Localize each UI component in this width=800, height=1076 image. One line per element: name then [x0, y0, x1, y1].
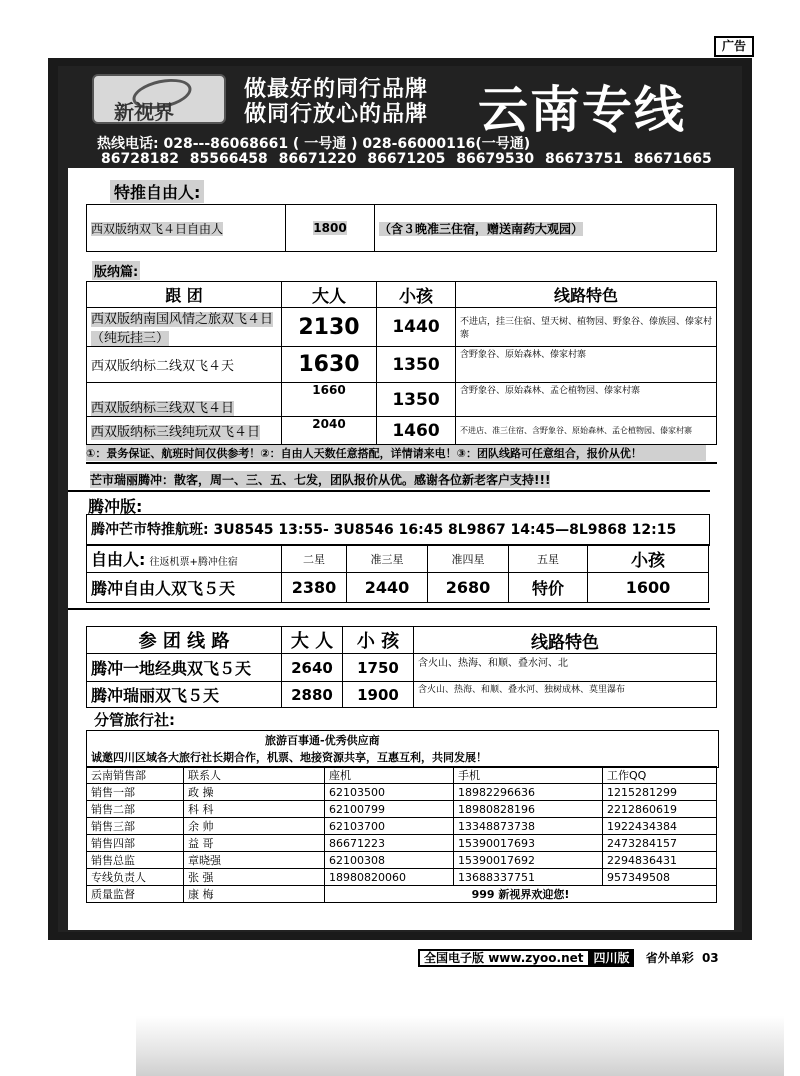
- child-price: 1350: [377, 383, 456, 417]
- route-feature: 含野象谷、原始森林、傣家村寨: [456, 347, 717, 383]
- slogan-1: 做最好的同行品牌: [244, 77, 429, 102]
- agency-heading: 分管旅行社:: [94, 711, 175, 729]
- agency-line-2: 诚邀四川区域各大旅行社长期合作，机票、地接资源共享，互惠互利，共同发展！: [91, 751, 487, 764]
- landline: 18980820060: [325, 869, 454, 886]
- mobile: 13348873738: [454, 818, 603, 835]
- bn-note: ①：景务保证、航班时间仅供参考！②：自由人天数任意搭配，详情请来电！③：团队线路可任意组合，报价从优！: [86, 445, 706, 461]
- tc-free-name: 腾冲自由人双飞５天: [87, 573, 282, 603]
- dept: 销售二部: [87, 801, 184, 818]
- table-header-row: [87, 627, 717, 654]
- table-row: [87, 852, 717, 869]
- route-feature: 含野象谷、原始森林、孟仑植物园、傣家村寨: [456, 383, 717, 417]
- adult-price: 2040: [282, 417, 377, 445]
- adult-price: 2880: [282, 682, 343, 708]
- route-name: 西双版纳标三线双飞４日: [87, 383, 282, 417]
- tc-price-3: 2680: [428, 573, 509, 603]
- agency-line-1: 旅游百事通-优秀供应商: [265, 734, 380, 747]
- adult-price: 1660: [282, 383, 377, 417]
- adult-price: 1630: [282, 347, 377, 383]
- tc-price-2: 2440: [347, 573, 428, 603]
- footer: [418, 949, 719, 967]
- slogan-2: 做同行放心的品牌: [244, 102, 429, 127]
- route-feature: 含火山、热海、和顺、叠水河、独树成林、莫里瀑布: [414, 682, 717, 708]
- dept: 销售三部: [87, 818, 184, 835]
- footer-section: 省外单彩: [645, 951, 694, 965]
- contact: 余 帅: [184, 818, 325, 835]
- route-feature: 不进店，挂三住宿、望天树、植物园、野象谷、傣族园、傣家村寨: [456, 308, 717, 347]
- free-desc: （含３晚准三住宿，赠送南药大观园）: [375, 205, 717, 252]
- col-landline: 座机: [325, 767, 454, 784]
- route-feature: 不进店、准三住宿、含野象谷、原始森林、孟仑植物园、傣家村寨: [456, 417, 717, 445]
- tc-col-adult: 大 人: [282, 627, 343, 654]
- mangshi-note: 芒市瑞丽腾冲：散客，周一、三、五、七发，团队报价从优。感谢各位新老客户支持!!!: [90, 473, 551, 487]
- footer-region: 四川版: [590, 949, 634, 967]
- tc-col-route: 参 团 线 路: [87, 627, 282, 654]
- route-name: 西双版纳南国风情之旅双飞４日（纯玩挂三）: [87, 308, 282, 347]
- table-header-row: [87, 767, 717, 784]
- table-row: [87, 383, 717, 417]
- level-5star: 五星: [509, 545, 588, 573]
- dept: 专线负责人: [87, 869, 184, 886]
- contact: 政 操: [184, 784, 325, 801]
- bn-col-child: 小孩: [377, 282, 456, 308]
- divider: [68, 608, 710, 610]
- bn-col-group: 跟 团: [87, 282, 282, 308]
- tc-flight: 腾冲芒市特推航班: 3U8545 13:55- 3U8546 16:45 8L9867 14:45—8L9868 12:15: [86, 514, 710, 546]
- level-2star: 二星: [282, 545, 347, 573]
- divider: [86, 462, 717, 464]
- dept: 销售一部: [87, 784, 184, 801]
- col-qq: 工作QQ: [603, 767, 717, 784]
- landline: 86671223: [325, 835, 454, 852]
- dept: 销售四部: [87, 835, 184, 852]
- child-price: 1350: [377, 347, 456, 383]
- hotline: 热线电话: 028---86068661 ( 一号通 ) 028-66000116(一号通): [97, 136, 531, 152]
- route-name: 西双版纳标三线纯玩双飞４日: [87, 417, 282, 445]
- tc-free-label: 自由人: 往返机票+腾冲住宿: [87, 545, 282, 573]
- free-table: [86, 204, 717, 252]
- qq: 1215281299: [603, 784, 717, 801]
- adult-price: 2130: [282, 308, 377, 347]
- bn-heading: 版纳篇:: [92, 261, 140, 280]
- qq: 957349508: [603, 869, 717, 886]
- qq: 2212860619: [603, 801, 717, 818]
- table-header-row: [87, 282, 717, 308]
- tc-col-feature: 线路特色: [414, 627, 717, 654]
- page-title: 云南专线: [478, 81, 686, 139]
- mobile: 15390017692: [454, 852, 603, 869]
- phone-list: 86728182 85566458 86671220 86671205 86679530 86673751 86671665: [101, 151, 712, 167]
- table-row: [87, 801, 717, 818]
- agency-table: [86, 766, 717, 903]
- qq: 1922434384: [603, 818, 717, 835]
- bn-table: [86, 281, 717, 445]
- level-child: 小孩: [588, 545, 709, 573]
- tc-free-table: [86, 544, 709, 603]
- route-name: 西双版纳标二线双飞４天: [87, 347, 282, 383]
- landscape-background: [136, 1016, 784, 1076]
- tc-col-child: 小 孩: [343, 627, 414, 654]
- mobile: 15390017693: [454, 835, 603, 852]
- mobile: 13688337751: [454, 869, 603, 886]
- tc-price-4: 特价: [509, 573, 588, 603]
- table-row: [87, 835, 717, 852]
- level-4star: 准四星: [428, 545, 509, 573]
- divider: [68, 490, 710, 492]
- table-row: [87, 886, 717, 903]
- bn-col-adult: 大人: [282, 282, 377, 308]
- col-dept: 云南销售部: [87, 767, 184, 784]
- table-row: [87, 205, 717, 252]
- ad-tag: 广告: [714, 36, 754, 57]
- landline: 62103500: [325, 784, 454, 801]
- adult-price: 2640: [282, 654, 343, 682]
- tc-group-table: [86, 626, 717, 708]
- bn-col-feature: 线路特色: [456, 282, 717, 308]
- logo-text: 新视界: [114, 100, 174, 124]
- footer-page-number: 03: [701, 951, 719, 965]
- landline: 62100799: [325, 801, 454, 818]
- table-row: [87, 818, 717, 835]
- route-feature: 含火山、热海、和顺、叠水河、北: [414, 654, 717, 682]
- tc-price-1: 2380: [282, 573, 347, 603]
- qq: 2294836431: [603, 852, 717, 869]
- route-name: 腾冲一地经典双飞５天: [87, 654, 282, 682]
- child-price: 1460: [377, 417, 456, 445]
- table-row: [87, 784, 717, 801]
- contact: 益 哥: [184, 835, 325, 852]
- footer-url: www.zyoo.net: [488, 951, 584, 965]
- route-name: 腾冲瑞丽双飞５天: [87, 682, 282, 708]
- table-row: [87, 347, 717, 383]
- brand-logo: [92, 74, 226, 124]
- table-row: [87, 869, 717, 886]
- table-row: [87, 308, 717, 347]
- mobile: 18982296636: [454, 784, 603, 801]
- tc-heading: 腾冲版:: [88, 497, 143, 516]
- table-row: [87, 654, 717, 682]
- dept: 销售总监: [87, 852, 184, 869]
- mobile: 18980828196: [454, 801, 603, 818]
- free-heading: 特推自由人:: [110, 180, 204, 203]
- free-name: 西双版纳双飞４日自由人: [87, 205, 286, 252]
- agency-banner: [86, 730, 719, 768]
- child-price: 1900: [343, 682, 414, 708]
- col-contact: 联系人: [184, 767, 325, 784]
- level-3star: 准三星: [347, 545, 428, 573]
- qc-name: 康 梅: [184, 886, 325, 903]
- content-panel: [68, 168, 734, 930]
- tc-price-5: 1600: [588, 573, 709, 603]
- qc-label: 质量监督: [87, 886, 184, 903]
- contact: 科 科: [184, 801, 325, 818]
- col-mobile: 手机: [454, 767, 603, 784]
- landline: 62100308: [325, 852, 454, 869]
- footer-edition: 全国电子版 www.zyoo.net: [418, 949, 590, 967]
- table-row: [87, 682, 717, 708]
- contact: 张 强: [184, 869, 325, 886]
- child-price: 1440: [377, 308, 456, 347]
- child-price: 1750: [343, 654, 414, 682]
- table-row: [87, 417, 717, 445]
- free-price: 1800: [286, 205, 375, 252]
- landline: 62103700: [325, 818, 454, 835]
- table-header-row: [87, 545, 709, 573]
- table-row: [87, 573, 709, 603]
- qq: 2473284157: [603, 835, 717, 852]
- welcome-text: 999 新视界欢迎您!: [325, 886, 717, 903]
- contact: 章晓强: [184, 852, 325, 869]
